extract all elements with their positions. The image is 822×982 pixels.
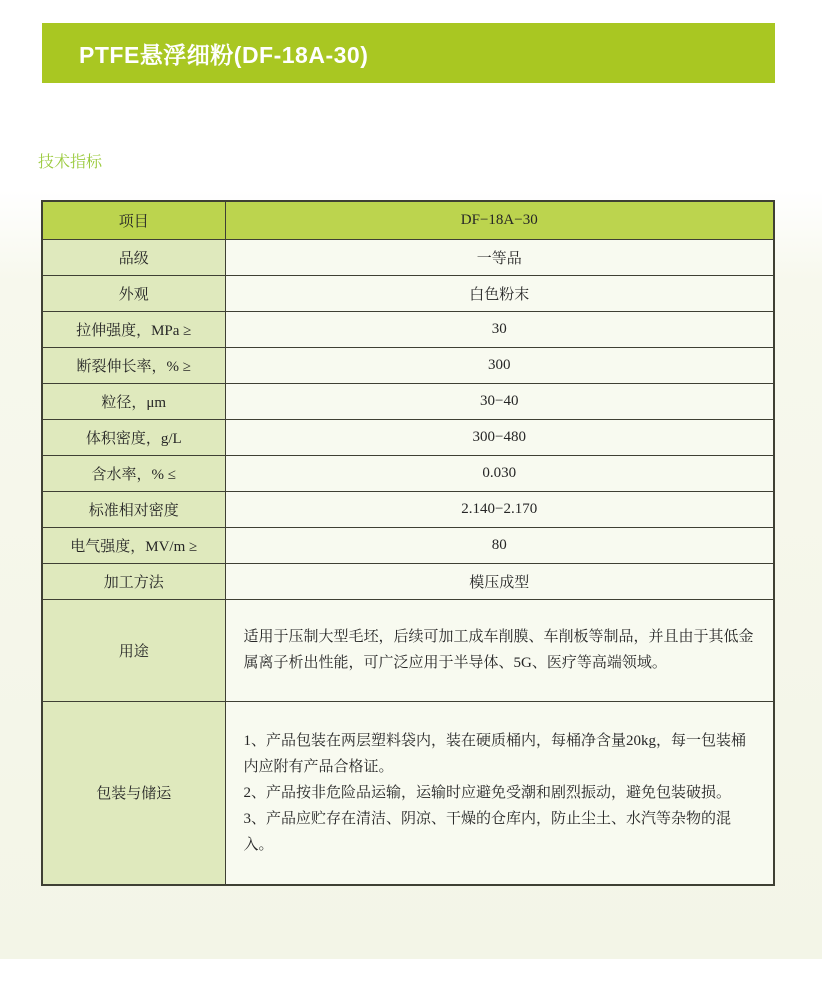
packaging-line: 3、产品应贮存在清洁、阴凉、干燥的仓库内，防止尘土、水汽等杂物的混入。 <box>243 810 732 853</box>
table-row-tensile-strength <box>42 311 774 347</box>
table-header-row <box>42 201 774 239</box>
page-title: PTFE悬浮细粉(DF-18A-30) <box>79 41 369 68</box>
row-value: 一等品 <box>225 239 774 275</box>
row-value: 300−480 <box>225 419 774 455</box>
usage-text: 适用于压制大型毛坯，后续可加工成车削膜、车削板等制品，并且由于其低金属离子析出性能，可广泛应用于半导体、5G、医疗等高端领域。 <box>225 599 774 701</box>
packaging-line: 2、产品按非危险品运输，运输时应避免受潮和剧烈振动，避免包装破损。 <box>243 784 732 801</box>
row-value: 300 <box>225 347 774 383</box>
header-cell-grade: DF−18A−30 <box>225 201 774 239</box>
product-title-banner <box>42 23 775 83</box>
table-row-elongation <box>42 347 774 383</box>
spec-table <box>41 200 775 886</box>
row-value: 80 <box>225 527 774 563</box>
row-label: 电气强度，MV/m ≥ <box>42 527 225 563</box>
row-label: 外观 <box>42 275 225 311</box>
table-row-dielectric-strength <box>42 527 774 563</box>
row-value: 30−40 <box>225 383 774 419</box>
row-value: 模压成型 <box>225 563 774 599</box>
row-label: 拉伸强度，MPa ≥ <box>42 311 225 347</box>
table-row-grade <box>42 239 774 275</box>
table-row-bulk-density <box>42 419 774 455</box>
row-label: 体积密度，g/L <box>42 419 225 455</box>
row-label: 粒径，μm <box>42 383 225 419</box>
packaging-text <box>225 701 774 885</box>
product-spec-page <box>0 23 822 886</box>
table-row-particle-size <box>42 383 774 419</box>
table-row-processing-method <box>42 563 774 599</box>
row-label: 用途 <box>42 599 225 701</box>
table-row-moisture <box>42 455 774 491</box>
section-label-tech-specs: 技术指标 <box>38 154 103 171</box>
table-row-relative-density <box>42 491 774 527</box>
row-label: 包装与储运 <box>42 701 225 885</box>
row-label: 加工方法 <box>42 563 225 599</box>
header-cell-item: 项目 <box>42 201 225 239</box>
row-label: 标准相对密度 <box>42 491 225 527</box>
row-value: 30 <box>225 311 774 347</box>
table-row-usage <box>42 599 774 701</box>
table-row-packaging <box>42 701 774 885</box>
row-label: 含水率，% ≤ <box>42 455 225 491</box>
packaging-line: 1、产品包装在两层塑料袋内，装在硬质桶内，每桶净含量20kg，每一包装桶内应附有产品合格证。 <box>243 732 747 775</box>
row-label: 品级 <box>42 239 225 275</box>
row-value: 白色粉末 <box>225 275 774 311</box>
row-value: 0.030 <box>225 455 774 491</box>
table-row-appearance <box>42 275 774 311</box>
row-value: 2.140−2.170 <box>225 491 774 527</box>
row-label: 断裂伸长率，% ≥ <box>42 347 225 383</box>
